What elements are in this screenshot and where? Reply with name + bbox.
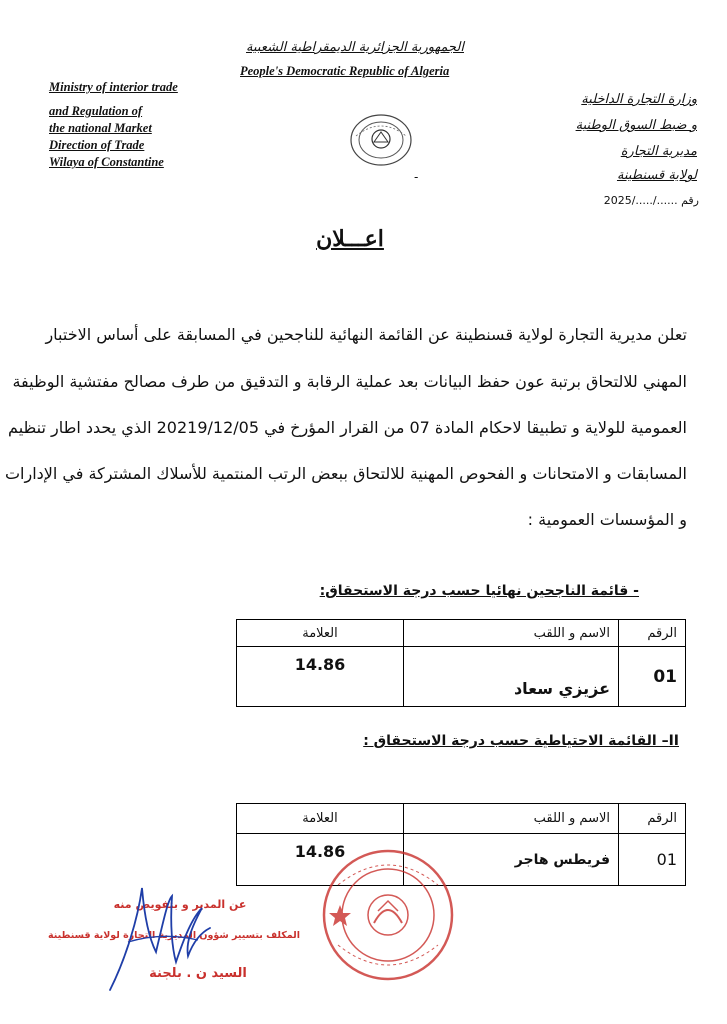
republic-english-title: People's Democratic Republic of Algeria (240, 64, 450, 78)
signature-line-1: عن المدير و بتفويض منه (113, 898, 247, 911)
col-grade-header: العلامة (237, 620, 404, 647)
row-name: فريطس هاجر (404, 834, 619, 886)
col-name-header: الاسم و اللقب (404, 804, 619, 834)
ministry-ar-line-2: و ضبط السوق الوطنية (575, 118, 697, 133)
section1-heading: - قائمة الناجحين نهائيا حسب درجة الاستحقاق: (319, 583, 639, 599)
col-grade-header: العلامة (237, 804, 404, 834)
row-number: 01 (619, 647, 686, 707)
ministry-ar-line-1: وزارة التجارة الداخلية (581, 92, 697, 107)
paragraph-line-2: المهني للالتحاق برتبة عون حفظ البيانات بعد عملية الرقابة و التدقيق من طرف مصالح مفتشية الوظيفة (12, 372, 687, 391)
section2-heading: II– القائمة الاحتياطية حسب درجة الاستحقاق : (363, 733, 679, 749)
ministry-ar-line-3: مديرية التجارة (620, 144, 697, 159)
paragraph-line-1: تعلن مديرية التجارة لولاية قسنطينة عن القائمة النهائية للناجحين في المسابقة على أساس الاختبار (45, 325, 687, 344)
ministry-line-2: and Regulation of (49, 104, 143, 118)
table-row (237, 647, 686, 707)
reference-value: 2025/...../...... (603, 194, 678, 207)
table-header-row (237, 804, 686, 834)
signature-line-2: المكلف بتسيير شؤون المديرية التجارة لولاية قسنطينة (48, 930, 300, 941)
ministry-ar-line-4: لولاية قسنطينة (616, 168, 697, 183)
paragraph-line-4: المسابقات و الامتحانات و الفحوص المهنية للالتحاق ببعض الرتب المنتمية للأسلاك المشتركة في الإدارات (4, 464, 687, 483)
row-number: 01 (619, 834, 686, 886)
reserve-table (236, 803, 686, 886)
table-header-row (237, 620, 686, 647)
handwritten-signature-icon (98, 878, 218, 994)
ministry-line-5: Wilaya of Constantine (49, 155, 164, 169)
ministry-line-3: the national Market (49, 121, 152, 135)
paragraph-line-5: و المؤسسات العمومية : (527, 510, 687, 529)
signature-name: السيد ن . بلجنة (149, 966, 247, 981)
col-name-header: الاسم و اللقب (404, 620, 619, 647)
row-name: عزيزي سعاد (404, 647, 619, 707)
col-number-header: الرقم (619, 620, 686, 647)
ministry-line-1: Ministry of interior trade (49, 80, 178, 94)
col-number-header: الرقم (619, 804, 686, 834)
round-stamp-icon (318, 845, 458, 985)
reference-number (604, 194, 699, 207)
header-dash: - (414, 170, 419, 184)
table-row (237, 834, 686, 886)
announcement-title: اعـــلان (316, 226, 384, 252)
winners-table (236, 619, 686, 707)
emblem-icon (348, 112, 414, 168)
ministry-line-4: Direction of Trade (49, 138, 145, 152)
row-grade: 14.86 (237, 834, 404, 886)
reference-label: رقم (681, 194, 699, 207)
paragraph-line-3: العمومية للولاية و تطبيقا لاحكام المادة 07 من القرار المؤرخ في 20219/12/05 الذي يحدد اطار تنظيم (8, 418, 687, 437)
row-grade: 14.86 (237, 647, 404, 707)
republic-arabic-title: الجمهورية الجزائرية الديمقراطية الشعبية (246, 40, 464, 55)
